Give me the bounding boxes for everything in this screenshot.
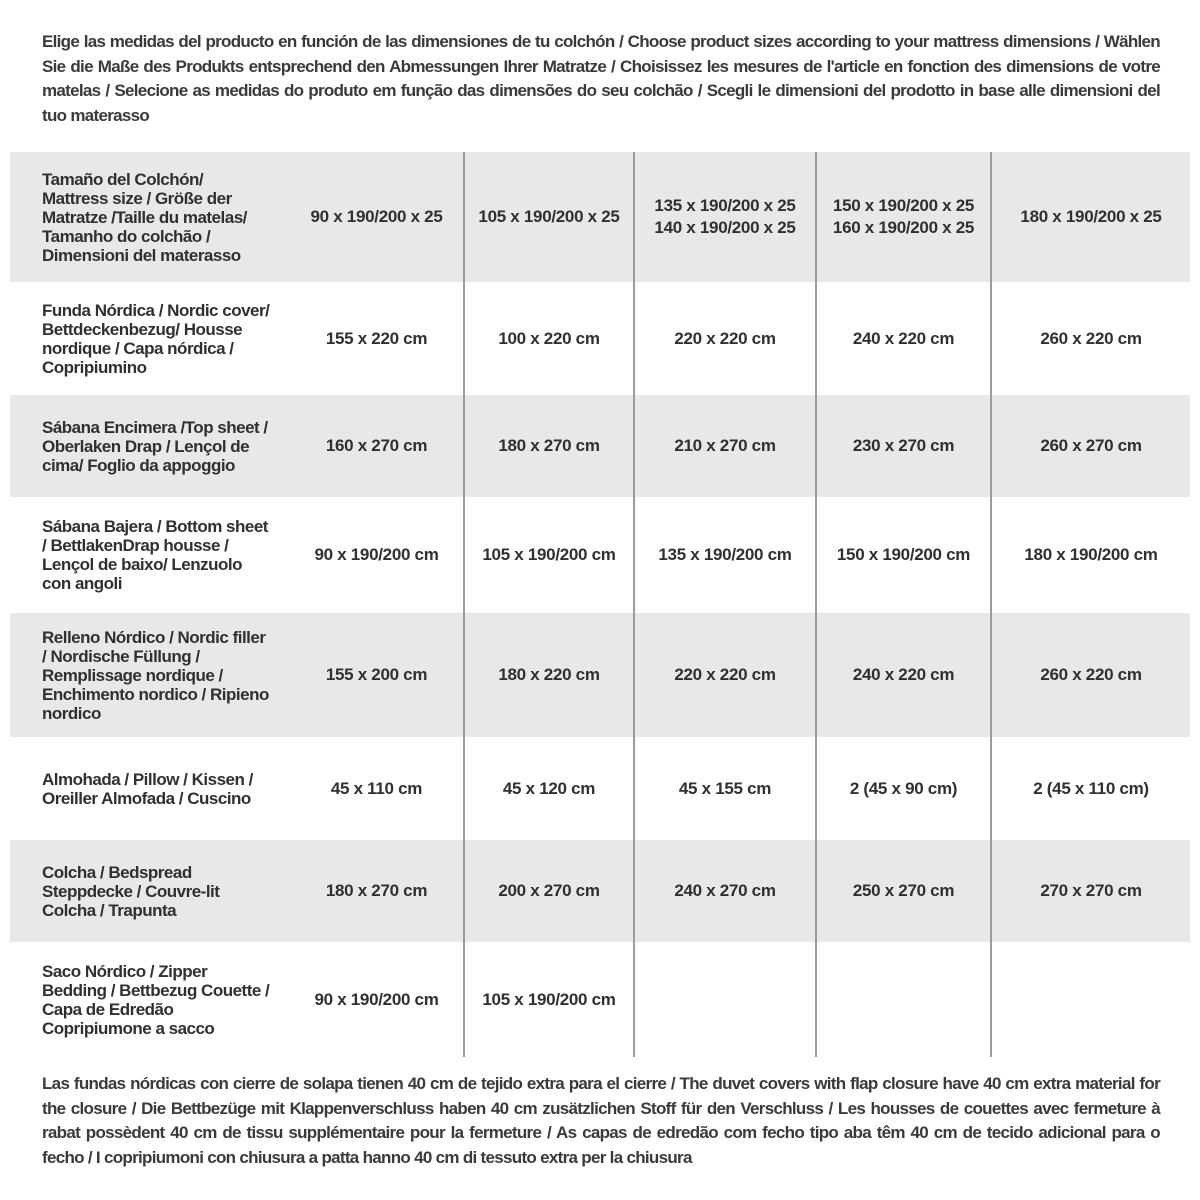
size-cell xyxy=(635,942,817,1057)
header-cell xyxy=(290,152,465,282)
row-label: Funda Nórdica / Nordic cover/ Bettdeckenbezug/ Housse nordique / Capa nórdica / Copripiumino xyxy=(42,300,270,377)
row-label: Relleno Nórdico / Nordic filler / Nordische Füllung / Remplissage nordique / Enchimento nordico / Ripieno nordico xyxy=(42,627,269,723)
mattress-size: 150 x 190/200 x 25 xyxy=(832,196,975,215)
size-cell xyxy=(465,840,635,942)
size-value: 90 x 190/200 cm xyxy=(314,545,439,564)
table-row-bottom-sheet xyxy=(10,497,1190,613)
row-label-cell xyxy=(10,613,290,737)
header-cell xyxy=(817,152,992,282)
size-value: 240 x 220 cm xyxy=(852,328,955,348)
row-label: Sábana Bajera / Bottom sheet / BettlakenDrap housse / Lençol de baixo/ Lenzuolo con angoli xyxy=(42,517,268,593)
size-cell xyxy=(465,282,635,395)
size-cell xyxy=(817,840,992,942)
row-label: Saco Nórdico / Zipper Bedding / Bettbezug Couette / Capa de Edredão Copripiumone a sacco xyxy=(42,961,270,1038)
size-value: 270 x 270 cm xyxy=(1040,881,1142,900)
size-cell xyxy=(817,282,992,395)
size-cell xyxy=(290,840,465,942)
table-row-nordic-filler xyxy=(10,613,1190,737)
row-label-cell xyxy=(10,497,290,613)
size-cell xyxy=(992,737,1190,840)
mattress-size: 180 x 190/200 x 25 xyxy=(1020,207,1162,226)
size-cell xyxy=(992,613,1190,737)
size-value: 260 x 270 cm xyxy=(1040,436,1142,455)
header-label: Tamaño del Colchón/ Mattress size / Größe der Matratze /Taille du matelas/ Tamanho do colchão / Dimensioni del materasso xyxy=(42,169,247,265)
size-value: 150 x 190/200 cm xyxy=(836,545,971,564)
mattress-size: 135 x 190/200 x 25 xyxy=(654,196,796,215)
row-label-cell xyxy=(10,282,290,395)
size-value: 220 x 220 cm xyxy=(674,665,776,684)
size-cell xyxy=(290,395,465,497)
size-value: 260 x 220 cm xyxy=(1040,665,1142,684)
size-value: 260 x 220 cm xyxy=(1040,328,1142,348)
size-cell xyxy=(465,395,635,497)
table-header-row xyxy=(10,152,1190,282)
row-label: Almohada / Pillow / Kissen / Oreiller Almofada / Cuscino xyxy=(42,769,253,808)
row-label: Colcha / Bedspread Steppdecke / Couvre-lit Colcha / Trapunta xyxy=(42,862,220,920)
size-table xyxy=(10,152,1190,1057)
size-value: 90 x 190/200 cm xyxy=(314,989,439,1009)
size-cell xyxy=(290,942,465,1057)
size-value: 180 x 270 cm xyxy=(325,881,428,900)
size-cell xyxy=(992,840,1190,942)
header-cell xyxy=(635,152,817,282)
size-cell xyxy=(635,282,817,395)
size-value: 100 x 220 cm xyxy=(498,328,600,348)
size-cell xyxy=(992,282,1190,395)
size-value: 220 x 220 cm xyxy=(674,328,776,348)
size-value: 160 x 270 cm xyxy=(325,436,428,455)
size-value: 210 x 270 cm xyxy=(674,436,776,455)
size-cell xyxy=(635,613,817,737)
mattress-size: 105 x 190/200 x 25 xyxy=(478,207,620,226)
size-cell xyxy=(290,613,465,737)
header-cell xyxy=(465,152,635,282)
size-value: 45 x 120 cm xyxy=(502,778,596,798)
size-value: 240 x 220 cm xyxy=(852,665,955,684)
size-value: 180 x 220 cm xyxy=(498,665,600,684)
size-cell xyxy=(992,942,1190,1057)
size-cell xyxy=(290,737,465,840)
size-cell xyxy=(817,613,992,737)
size-value: 180 x 270 cm xyxy=(498,436,600,455)
size-cell xyxy=(635,497,817,613)
table-row-zipper-bedding xyxy=(10,942,1190,1057)
size-cell xyxy=(290,282,465,395)
table-row-top-sheet xyxy=(10,395,1190,497)
size-value: 250 x 270 cm xyxy=(852,881,955,900)
header-cell xyxy=(992,152,1190,282)
size-cell xyxy=(817,395,992,497)
size-cell xyxy=(635,840,817,942)
row-label-cell xyxy=(10,737,290,840)
size-cell xyxy=(992,497,1190,613)
row-label: Sábana Encimera /Top sheet / Oberlaken Drap / Lençol de cima/ Foglio da appoggio xyxy=(42,417,268,475)
mattress-size: 160 x 190/200 x 25 xyxy=(832,218,975,237)
header-label-cell xyxy=(10,152,290,282)
size-value: 2 (45 x 90 cm) xyxy=(849,778,958,798)
size-cell xyxy=(635,737,817,840)
size-cell xyxy=(635,395,817,497)
table-row-pillow xyxy=(10,737,1190,840)
row-label-cell xyxy=(10,395,290,497)
size-value: 200 x 270 cm xyxy=(498,881,600,900)
table-row-nordic-cover xyxy=(10,282,1190,395)
size-cell xyxy=(817,942,992,1057)
size-cell xyxy=(465,942,635,1057)
size-value: 45 x 155 cm xyxy=(678,778,772,798)
size-value: 135 x 190/200 cm xyxy=(658,545,792,564)
size-cell xyxy=(817,497,992,613)
table-row-bedspread xyxy=(10,840,1190,942)
row-label-cell xyxy=(10,942,290,1057)
size-value: 45 x 110 cm xyxy=(330,778,423,798)
mattress-size: 140 x 190/200 x 25 xyxy=(654,218,796,237)
size-cell xyxy=(465,737,635,840)
size-cell xyxy=(992,395,1190,497)
size-value: 105 x 190/200 cm xyxy=(482,545,616,564)
size-value: 240 x 270 cm xyxy=(674,881,776,900)
mattress-size: 90 x 190/200 x 25 xyxy=(310,207,443,226)
size-cell xyxy=(465,613,635,737)
intro-text: Elige las medidas del producto en función de las dimensiones de tu colchón / Choose product sizes according to your mattress dimensions / Wählen Sie die Maße des Produkts entsprechend den Abmessungen Ihrer Matratze / Choisissez les mesures de l'article en fonction des dimensions de votre matelas / Selecione as medidas do produto em função das dimensões do seu colchão / Scegli le dimensioni del prodotto in base alle dimensioni del tuo materasso xyxy=(42,32,1160,125)
size-value: 155 x 220 cm xyxy=(325,328,428,348)
size-value: 105 x 190/200 cm xyxy=(482,989,616,1009)
size-value: 230 x 270 cm xyxy=(852,436,955,455)
size-value: 155 x 200 cm xyxy=(325,665,428,684)
size-cell xyxy=(290,497,465,613)
footer-text: Las fundas nórdicas con cierre de solapa tienen 40 cm de tejido extra para el cierre / The duvet covers with flap closure have 40 cm extra material for the closure / Die Bettbezüge mit Klappenverschluss haben 40 cm zusätzlichen Stoff für den Verschluss / Les housses de couettes avec fermeture à rabat possèdent 40 cm de tissu supplémentaire pour la fermeture / As capas de edredão com fecho tipo aba têm 40 cm de tecido adicional para o fecho / I copripiumoni con chiusura a patta hanno 40 cm di tessuto extra per la chiusura xyxy=(42,1074,1160,1167)
row-label-cell xyxy=(10,840,290,942)
size-value: 180 x 190/200 cm xyxy=(1024,545,1158,564)
size-value: 2 (45 x 110 cm) xyxy=(1033,778,1149,798)
size-cell xyxy=(465,497,635,613)
size-cell xyxy=(817,737,992,840)
